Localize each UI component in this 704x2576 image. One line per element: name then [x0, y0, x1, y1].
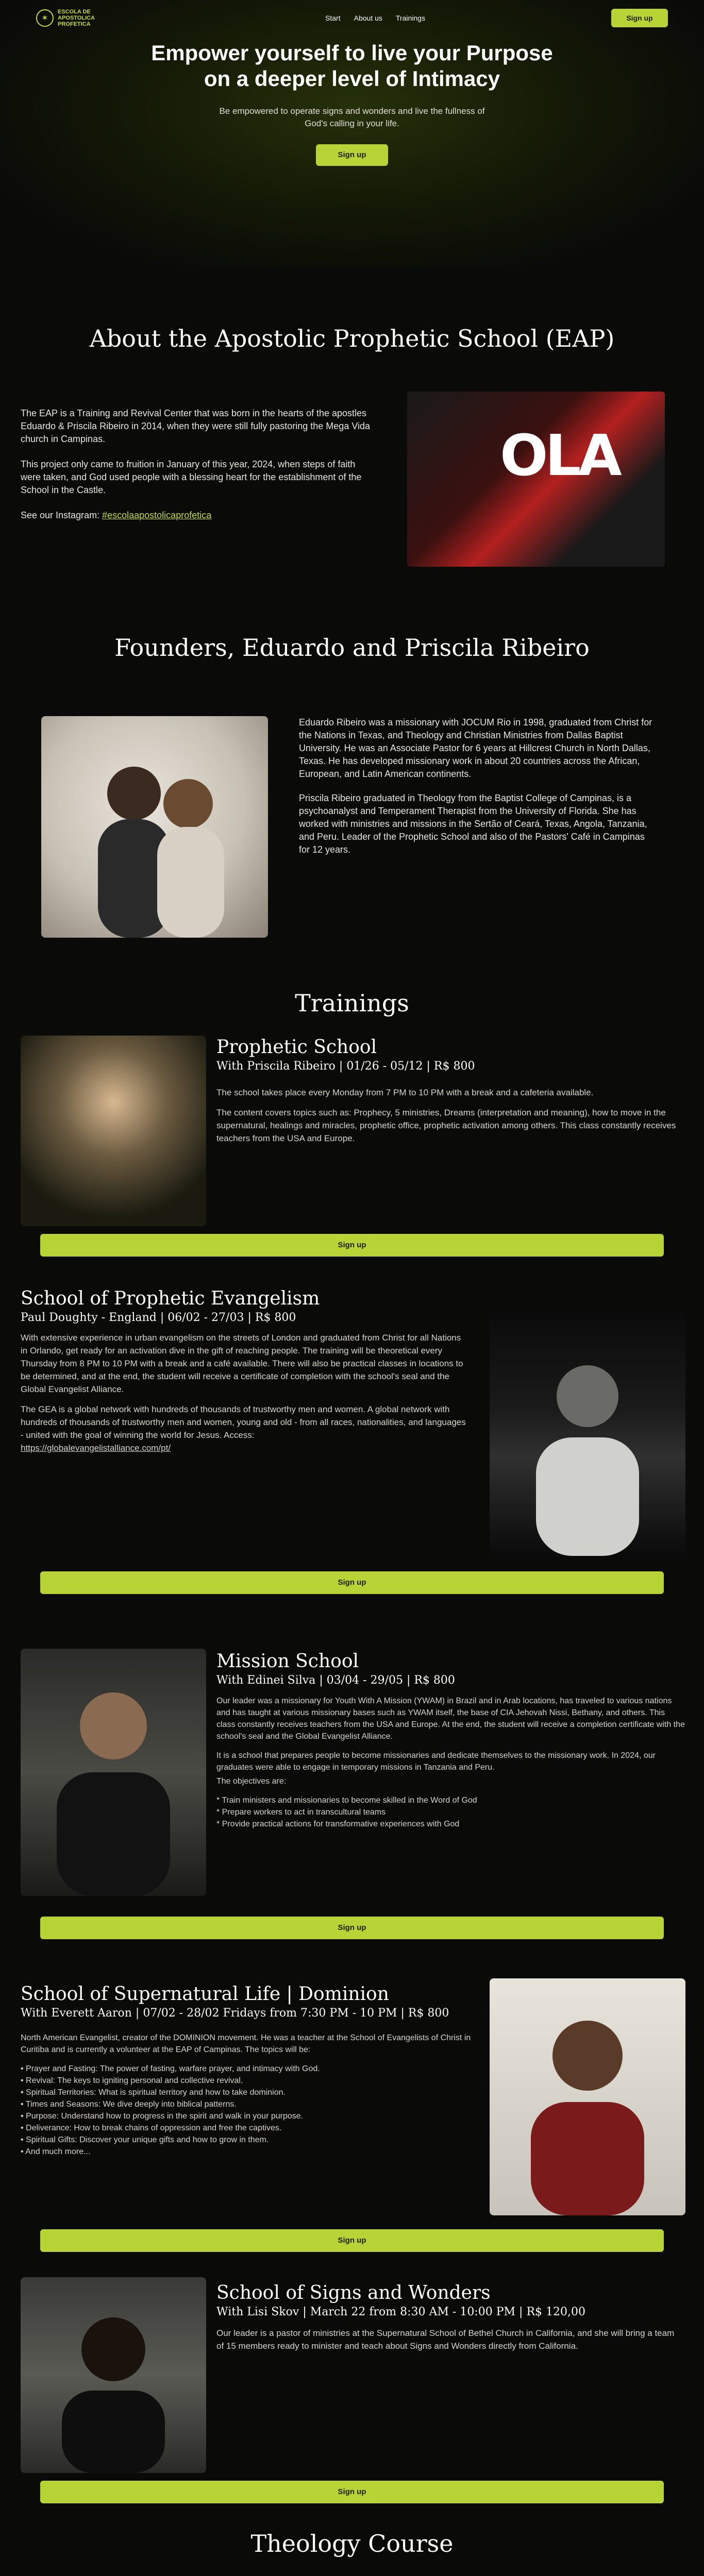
instagram-link[interactable]: #escolaapostolicaprofetica [102, 510, 212, 520]
site-logo[interactable] [36, 9, 139, 27]
course-title: School of Prophetic Evangelism [21, 1288, 320, 1309]
course-paragraph: Our leader was a missionary for Youth With A Mission (YWAM) in Brazil and in Arab locations, has traveled to various nations and has taught at various missionary bases such as YWAM itself, the base of CIA Jehovah Nissi, Bethany, and others. This class constantly receives teachers from the USA and Europe. At the end, the student will receive a completion certificate with the school's seal and the Global Evangelist Alliance. [216, 1697, 685, 1741]
course-signup-button[interactable]: Sign up [40, 1571, 664, 1594]
course-prophetic-evangelism [0, 1273, 704, 1649]
founders-paragraph: Eduardo Ribeiro was a missionary with JOCUM Rio in 1998, graduated from Christ for the Nations in Texas, and Theology and Christian Ministries from Dallas Baptist University. He was an Associate Pastor for 6 years at Hillcrest Church in North Dallas, Texas. He has developed missionary work in about 20 countries across the African, European, and Latin American continents. [299, 717, 652, 779]
list-item: • Revival: The keys to igniting personal and collective revival. [21, 2076, 243, 2085]
trainings-title: Trainings [295, 989, 409, 1017]
nav-links [139, 14, 611, 22]
hero-title-line2: on a deeper level of Intimacy [204, 66, 500, 91]
course-body [21, 1331, 469, 1454]
course-subtitle: With Priscila Ribeiro | 01/26 - 05/12 | R$ 800 [216, 1060, 475, 1073]
list-item: • And much more... [21, 2147, 91, 2156]
course-paragraph: The content covers topics such as: Prophecy, 5 ministries, Dreams (interpretation and meaning), how to move in the supernatural, healings and miracles, prophetic office, prophetic activation among others. This class constantly receives teachers from the USA and Europe. [216, 1108, 676, 1143]
course-photo [21, 2277, 206, 2473]
founders-silhouette [41, 716, 268, 938]
course-paragraph: The objectives are: [216, 1777, 287, 1786]
course-signup-button[interactable]: Sign up [40, 2481, 664, 2503]
list-item: • Times and Seasons: We dive deeply into biblical patterns. [21, 2100, 237, 2109]
list-item: * Prepare workers to act in transcultural teams [216, 1808, 386, 1817]
hero-title-line1: Empower yourself to live your Purpose [151, 41, 553, 65]
course-photo [21, 1649, 206, 1896]
speaker-silhouette [490, 1309, 685, 1556]
about-text [21, 407, 371, 534]
course-title: School of Signs and Wonders [216, 2282, 491, 2303]
course-paragraph [21, 1403, 469, 1454]
course-subtitle: With Everett Aaron | 07/02 - 28/02 Fridays from 7:30 PM - 10 PM | R$ 800 [21, 2007, 449, 2020]
logo-line: ESCOLA DE [58, 9, 91, 15]
objectives-list [216, 1794, 685, 1830]
course-paragraph: The school takes place every Monday from 7 PM to 10 PM with a break and a cafeteria available. [216, 1088, 594, 1097]
hero-title [0, 40, 704, 92]
course-signs-and-wonders [0, 2277, 704, 2509]
list-item: * Train ministers and missionaries to become skilled in the Word of God [216, 1796, 477, 1805]
gea-link[interactable]: https://globalevangelistalliance.com/pt/ [21, 1443, 171, 1453]
course-photo [490, 1978, 685, 2215]
hero-section [0, 0, 704, 268]
course-photo [21, 1036, 206, 1226]
course-signup-button[interactable]: Sign up [40, 1917, 664, 1939]
logo-flame-icon: ✶ [36, 9, 54, 27]
founders-photo [41, 716, 268, 938]
instagram-label: See our Instagram: [21, 510, 103, 520]
founders-section [0, 608, 704, 969]
about-section [0, 268, 704, 608]
speaker-silhouette [21, 2277, 206, 2473]
theology-section [0, 2509, 704, 2576]
nav-link-about[interactable]: About us [354, 14, 382, 22]
founders-title: Founders, Eduardo and Priscila Ribeiro [114, 634, 590, 662]
hero-signup-button[interactable]: Sign up [316, 144, 388, 166]
course-paragraph-text: The GEA is a global network with hundreds of thousands of trustworthy men and women. A global network with hundreds of thousands of trustworthy men and women, young and old - from all races, nationalities, and languages - united with the goal of winning the world for Jesus. Access: [21, 1404, 466, 1440]
list-item: * Provide practical actions for transformative experiences with God [216, 1820, 460, 1828]
top-nav [0, 0, 704, 36]
course-paragraph: North American Evangelist, creator of the DOMINION movement. He was a teacher at the School of Evangelists of Christ in Curitiba and is currently a volunteer at the EAP of Campinas. The topics will be: [21, 2033, 471, 2054]
list-item: • Deliverance: How to break chains of oppression and free the captives. [21, 2124, 282, 2132]
course-photo [490, 1309, 685, 1556]
course-subtitle: Paul Doughty - England | 06/02 - 27/03 | R$ 800 [21, 1311, 296, 1324]
list-item: • Purpose: Understand how to progress in the spirit and walk in your purpose. [21, 2112, 304, 2121]
about-paragraph: The EAP is a Training and Revival Center that was born in the hearts of the apostles Eduardo & Priscila Ribeiro in 2014, when they were still fully pastoring the Mega Vida church in Campinas. [21, 408, 371, 444]
logo-line: PROFETICA [58, 21, 91, 27]
course-mission-school [0, 1649, 704, 1978]
course-body [21, 2032, 474, 2158]
trainings-heading [0, 969, 704, 1030]
course-signup-button[interactable]: Sign up [40, 2229, 664, 2252]
course-paragraph: With extensive experience in urban evangelism on the streets of London and graduated from Christ for all Nations in Orlando, get ready for an activation dive in the gift of reaching people. The training will be theoretical every Thursday from 8 PM to 10 PM with a break and a café available. There will also be practical classes in locations to be determined, and at the end, the student will receive a certificate of completion with the school's seal and the Global Evangelist Alliance. [21, 1333, 463, 1394]
nav-signup-button[interactable]: Sign up [611, 9, 668, 27]
school-event-photo [407, 392, 665, 567]
course-paragraph: Our leader is a pastor of ministries at the Supernatural School of Bethel Church in California, and she will bring a team of 15 members ready to minister and teach about Signs and Wonders directly from California. [216, 2328, 675, 2351]
logo-line: APOSTOLICA [58, 15, 95, 21]
course-supernatural-life [0, 1978, 704, 2277]
course-paragraph: It is a school that prepares people to become missionaries and dedicate themselves to the missionary work. In 2024, our graduates were able to engage in temporary missions in Tanzania and Peru. [216, 1751, 656, 1772]
course-title: School of Supernatural Life | Dominion [21, 1984, 389, 2005]
course-title: Prophetic School [216, 1037, 377, 1058]
course-signup-button[interactable]: Sign up [40, 1234, 664, 1257]
photo-sign-text: OLA [500, 422, 619, 488]
course-prophetic-school [0, 1030, 704, 1273]
list-item: • Prayer and Fasting: The power of fasting, warfare prayer, and intimacy with God. [21, 2064, 320, 2073]
theology-title: Theology Course [250, 2530, 454, 2557]
about-title: About the Apostolic Prophetic School (EAP) [89, 325, 615, 352]
hero-subtitle: Be empowered to operate signs and wonders and live the fullness of God's calling in your life. [219, 106, 485, 128]
speaker-silhouette [21, 1649, 206, 1896]
course-subtitle: With Lisi Skov | March 22 from 8:30 AM - 10:00 PM | R$ 120,00 [216, 2306, 585, 2318]
topics-list [21, 2063, 474, 2158]
founders-text [299, 716, 655, 868]
speaker-silhouette [490, 1978, 685, 2215]
course-body [216, 1695, 685, 1830]
course-title: Mission School [216, 1651, 359, 1672]
about-paragraph: This project only came to fruition in January of this year, 2024, when steps of faith were taken, and God used people with a blessing heart for the establishment of the School in the Castle. [21, 459, 362, 495]
course-subtitle: With Edinei Silva | 03/04 - 29/05 | R$ 800 [216, 1674, 455, 1687]
list-item: • Spiritual Territories: What is spiritual territory and how to take dominion. [21, 2088, 286, 2097]
founders-paragraph: Priscila Ribeiro graduated in Theology from the Baptist College of Campinas, is a psychoanalyst and Temperament Therapist from the University of Florida. She has worked with ministries and missions in the Sertão of Ceará, Texas, Angola, Tanzania, and Peru. Leader of the Prophetic School and also of the Pastors' Café in Campinas for 12 years. [299, 793, 647, 855]
course-body [216, 2327, 680, 2352]
course-body [216, 1086, 680, 1145]
list-item: • Spiritual Gifts: Discover your unique gifts and how to grow in them. [21, 2136, 269, 2144]
nav-link-trainings[interactable]: Trainings [395, 14, 425, 22]
nav-link-start[interactable]: Start [325, 14, 341, 22]
instagram-line [21, 509, 371, 522]
